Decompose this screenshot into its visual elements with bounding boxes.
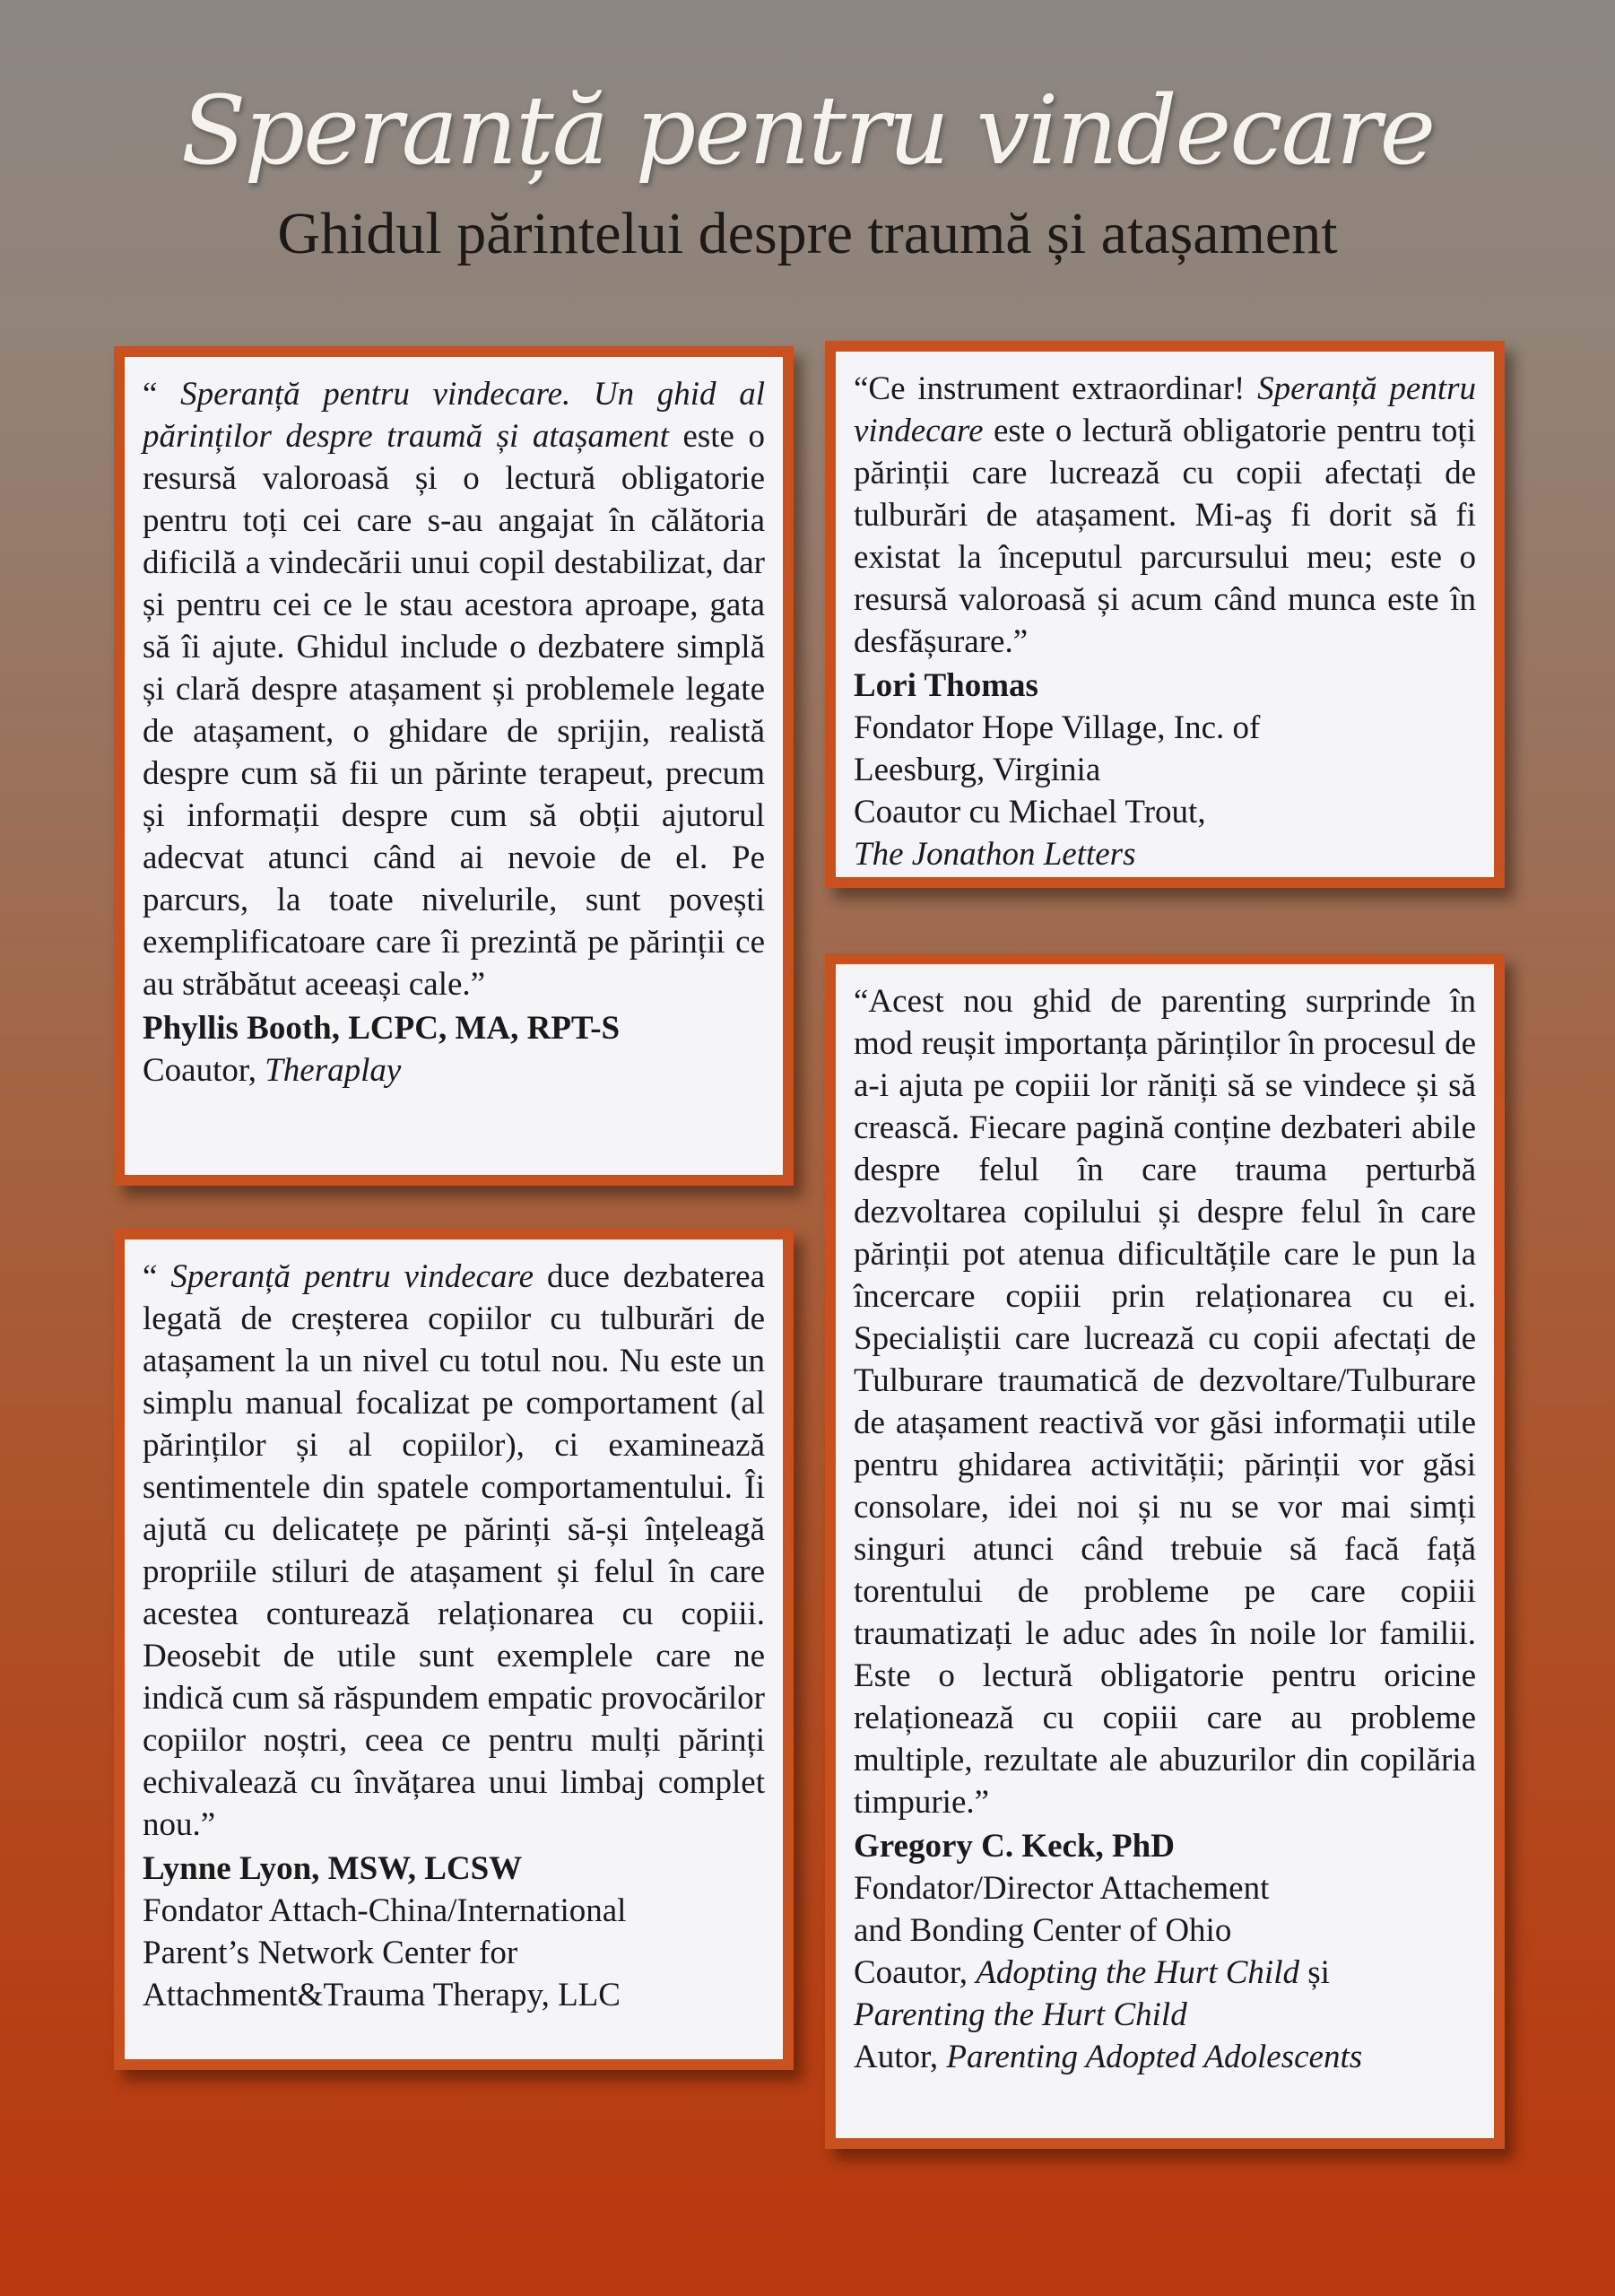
review-author-role-line: Coautor cu Michael Trout, xyxy=(854,794,1206,831)
book-subtitle: Ghidul părintelui despre traumă și atașament xyxy=(277,201,1338,266)
book-title-mention: Speranță pentru vindecare. Un ghid al părinților despre traumă și atașament xyxy=(143,376,765,455)
review-card-lyon xyxy=(114,1229,794,2070)
review-author: Phyllis Booth, LCPC, MA, RPT-S xyxy=(143,1010,621,1047)
review-author-role-line: Fondator Hope Village, Inc. of xyxy=(854,709,1261,746)
review-card-keck xyxy=(825,953,1505,2149)
review-quote: “Ce instrument extraordinar! Speranță pentru vindecare este o lectură obligatorie pentru toți părinții care lucrează cu copii afectați de tulburări de atașament. Mi-aş fi dorit să fi existat la începutul parcursului meu; este o resursă valoroasă și acum când munca este în desfășurare.” xyxy=(854,370,1477,660)
review-author-role-line: Autor, Parenting Adopted Adolescents xyxy=(854,2039,1363,2075)
review-author-role-line: Coautor, Adopting the Hurt Child și xyxy=(854,1954,1330,1991)
book-title-mention: Speranță pentru vindecare xyxy=(170,1258,534,1295)
review-author: Gregory C. Keck, PhD xyxy=(854,1828,1175,1865)
review-author-role-line: Fondator/Director Attachement xyxy=(854,1870,1270,1907)
review-author: Lori Thomas xyxy=(854,667,1038,704)
review-author-role-line: Leesburg, Virginia xyxy=(854,752,1101,788)
review-quote: “ Speranță pentru vindecare duce dezbaterea legată de creșterea copiilor cu tulburări de atașament la un nivel cu totul nou. Nu este un simplu manual focalizat pe comportament (al părinților și al copiilor), ci examinează sentimentele din spatele comportamentului. Îi ajută cu delicatețe pe părinți să-și înțeleagă propriile stiluri de atașament și felul în care acestea conturează relaționarea cu copiii. Deosebit de utile sunt exemplele care ne indică cum să răspundem empatic provocărilor copiilor noștri, ceea ce pentru mulți părinți echivalează cu învățarea unui limbaj complet nou.” xyxy=(143,1258,765,1843)
review-author-role-line: Parent’s Network Center for xyxy=(143,1935,518,1971)
review-quote: “ Speranță pentru vindecare. Un ghid al părinților despre traumă și atașament este o resursă valoroasă și o lectură obligatorie pentru toți cei care s-au angajat în călătoria dificilă a vindecării unui copil destabilizat, dar și pentru cei ce le stau acestora aproape, gata să îi ajute. Ghidul include o dezbatere simplă și clară despre atașament și problemele legate de atașament, o ghidare de sprijin, realistă despre cum să fii un părinte terapeut, precum și informații despre cum să obții ajutorul adecvat atunci când ai nevoie de el. Pe parcurs, la toate nivelurile, sunt povești exemplificatoare care îi prezintă pe părinții ce au străbătut aceeași cale.” xyxy=(143,376,765,1003)
review-author-role: Coautor, Theraplay xyxy=(143,1052,402,1089)
review-author-role-line: and Bonding Center of Ohio xyxy=(854,1912,1232,1949)
review-quote: “Acest nou ghid de parenting surprinde în mod reușit importanța părinților în procesul de a-i ajuta pe copiii lor răniți să se vindece și să crească. Fiecare pagină conține dezbateri abile despre felul în care trauma perturbă dezvoltarea copilului și despre felul în care părinții pot atenua dificultățile care le pun la încercare copiii prin relaționarea cu ei. Specialiștii care lucrează cu copii afectați de Tulburare traumatică de dezvoltare/Tulburare de atașament reactivă vor găsi informații utile pentru ghidarea activității; părinții vor găsi consolare, idei noi și nu se vor mai simți singuri atunci când trebuie să facă față torentului de probleme pe care copiii traumatizați le aduc ades în noile lor familii. Este o lectură obligatorie pentru oricine relaționează cu copiii care au probleme multiple, rezultate ale abuzurilor din copilăria timpurie.” xyxy=(854,983,1476,1821)
review-author-role-line: Attachment&Trauma Therapy, LLC xyxy=(143,1977,621,2013)
review-author-role-line: Fondator Attach-China/International xyxy=(143,1892,627,1929)
review-author-book: Parenting the Hurt Child xyxy=(854,1996,1187,2033)
review-card-booth xyxy=(114,346,794,1186)
review-author-book: The Jonathon Letters xyxy=(854,836,1136,873)
book-title-mention: Speranță pentru vindecare xyxy=(854,370,1477,449)
review-author: Lynne Lyon, MSW, LCSW xyxy=(143,1850,523,1887)
book-title: Speranță pentru vindecare xyxy=(180,75,1435,186)
review-card-thomas xyxy=(825,341,1505,888)
